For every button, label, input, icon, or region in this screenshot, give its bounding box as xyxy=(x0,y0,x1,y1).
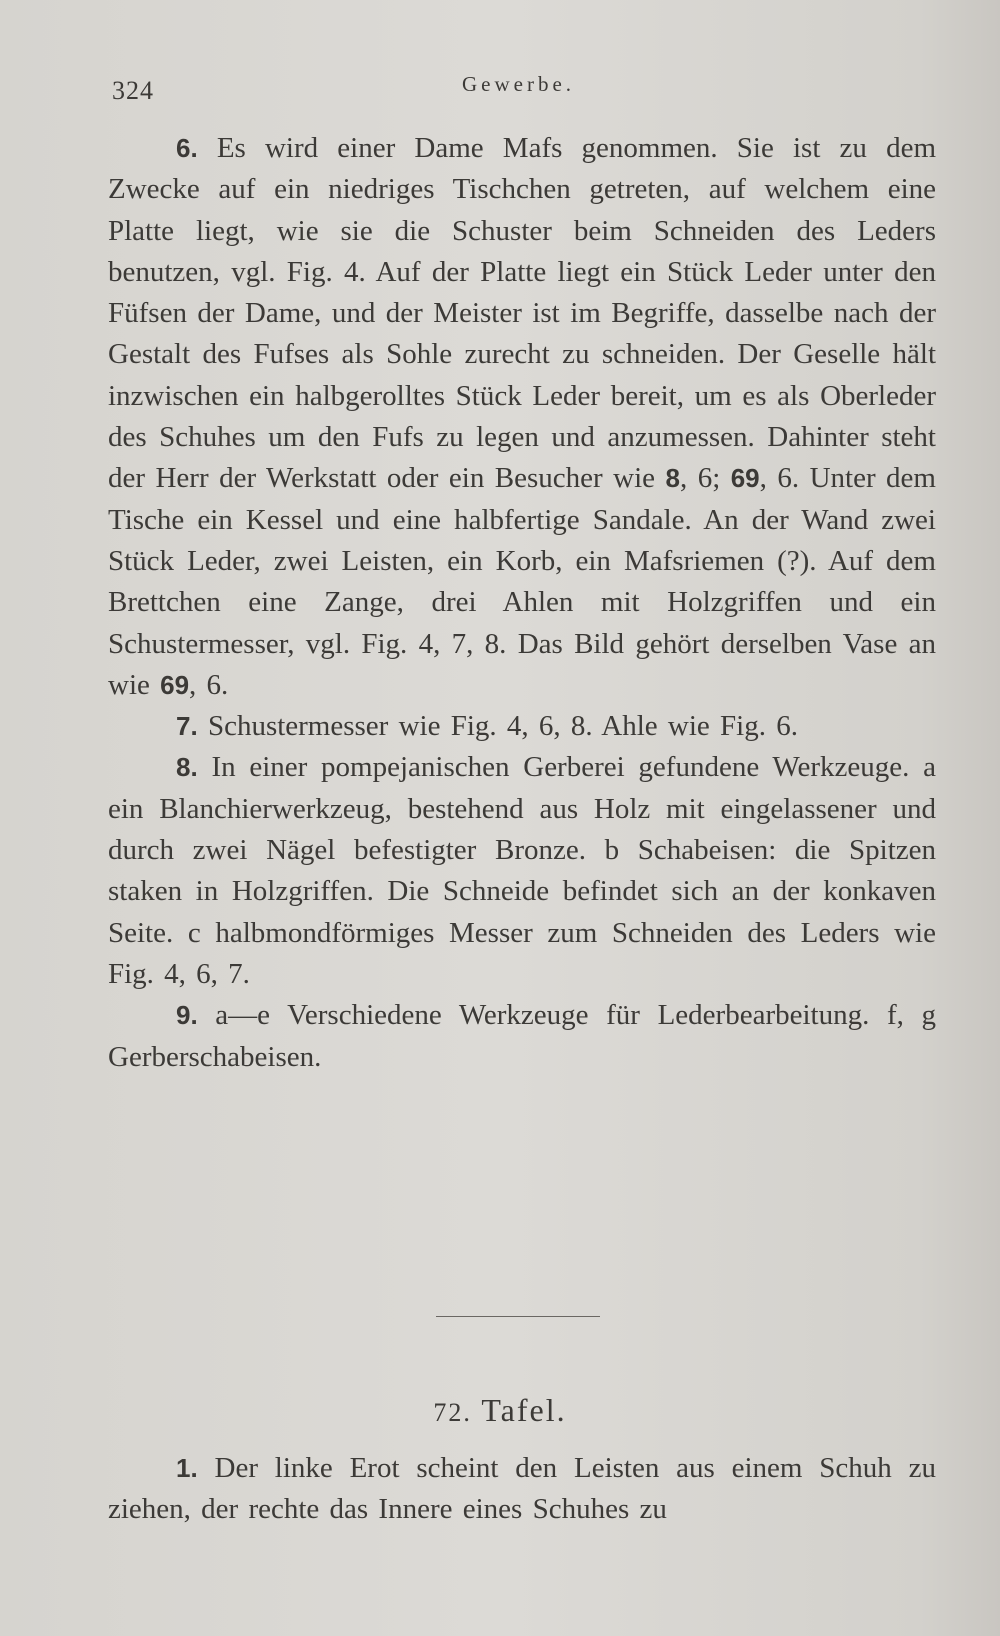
entry-text: , 6. Unter dem Tische ein Kessel und eine halbfertige Sandale. An der Wand zwei Stück Leder, zwei Leisten, ein Korb, ein Mafsriemen (?). Auf dem Brettchen eine Zange, drei Ahlen mit Holzgriffen und ein Schustermesser, vgl. Fig. 4, 7, 8. Das Bild gehört derselben Vase an wie xyxy=(108,462,936,701)
page-number: 324 xyxy=(112,76,154,105)
reference-number: 69 xyxy=(730,463,760,494)
entry-8 xyxy=(108,747,936,995)
tafel-number: 72. xyxy=(433,1398,472,1427)
entries-section xyxy=(108,128,936,1078)
tafel-entry-1 xyxy=(108,1448,936,1531)
entry-number: 9. xyxy=(176,1000,198,1031)
entry-number: 6. xyxy=(176,133,198,163)
tafel-title: Tafel. xyxy=(481,1392,567,1428)
running-head: Gewerbe. xyxy=(462,72,576,96)
entry-text: Der linke Erot scheint den Leisten aus einem Schuh zu ziehen, der rechte das Innere eines Schuhes zu xyxy=(108,1452,936,1526)
entry-text: , 6. xyxy=(189,668,229,701)
entry-number: 1. xyxy=(176,1453,198,1483)
entry-number: 8. xyxy=(176,752,198,783)
page-header xyxy=(112,72,932,112)
tafel-heading xyxy=(0,1392,1000,1429)
entry-9 xyxy=(108,995,936,1078)
entry-text: a—e Verschiedene Werkzeuge für Lederbearbeitung. f, g Gerberschabeisen. xyxy=(108,999,936,1073)
entry-text: In einer pompejanischen Gerberei gefundene Werkzeuge. a ein Blanchierwerkzeug, bestehend aus Holz mit eingelassener und durch zwei Nägel befestigter Bronze. b Schabeisen: die Spitzen staken in Holzgriffen. Die Schneide befindet sich an der konkaven Seite. c halbmondförmiges Messer zum Schneiden des Leders wie Fig. 4, 6, 7. xyxy=(108,751,936,990)
entry-text: Schustermesser wie Fig. 4, 6, 8. Ahle wie Fig. 6. xyxy=(197,710,798,743)
entry-text: , 6; xyxy=(679,462,731,495)
entry-text: Es wird einer Dame Mafs genommen. Sie ist zu dem Zwecke auf ein niedriges Tischchen getreten, auf welchem eine Platte liegt, wie sie die Schuster beim Schneiden des Leders benutzen, vgl. Fig. 4. Auf der Platte liegt ein Stück Leder unter den Füfsen der Dame, und der Meister ist im Begriffe, dasselbe nach der Gestalt des Fufses als Sohle zurecht zu schneiden. Der Geselle hält inzwischen ein halbgerolltes Stück Leder bereit, um es als Oberleder des Schuhes um den Fufs zu legen und anzumessen. Dahinter steht der Herr der Werkstatt oder ein Besucher wie xyxy=(108,132,936,495)
entry-number: 7. xyxy=(176,711,198,742)
section-divider xyxy=(436,1316,600,1317)
entry-7 xyxy=(108,706,936,747)
reference-number: 8 xyxy=(665,463,680,494)
reference-number: 69 xyxy=(160,669,190,700)
tafel-entries xyxy=(108,1448,936,1531)
entry-6 xyxy=(108,128,936,706)
